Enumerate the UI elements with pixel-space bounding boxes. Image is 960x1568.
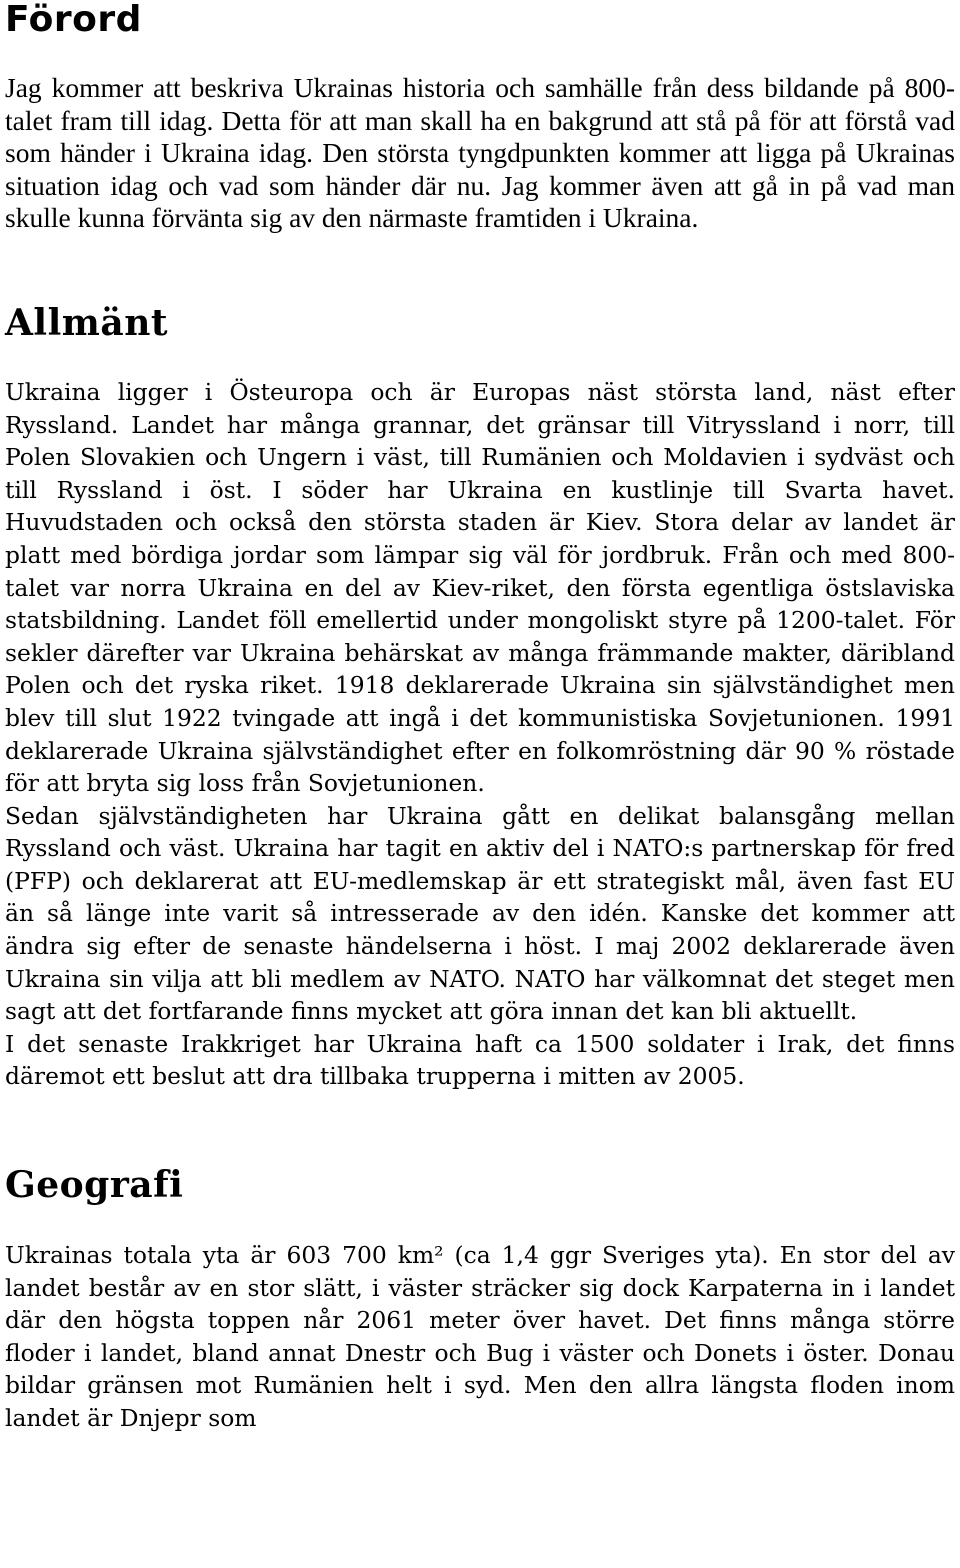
paragraph-allmant-iraq: I det senaste Irakkriget har Ukraina haft ca 1500 soldater i Irak, det finns däremot ett beslut att dra tillbaka trupperna i mitten av 2005.: [5, 1029, 955, 1091]
paragraph-allmant-history: Ukraina ligger i Östeuropa och är Europas näst största land, näst efter Ryssland. Landet har många grannar, det gränsar till Vitryssland i norr, till Polen Slovakien och Ungern i väst, till Rumänien och Moldavien i sydväst och till Ryssland i öst. I söder har Ukraina en kustlinje till Svarta havet. Huvudstaden och också den största staden är Kiev. Stora delar av landet är platt med bördiga jordar som lämpar sig väl för jordbruk. Från och med 800-talet var norra Ukraina en del av Kiev-riket, den första egentliga östslaviska statsbildning. Landet föll emellertid under mongoliskt styre på 1200-talet. För sekler därefter var Ukraina behärskat av många främmande makter, däribland Polen och det ryska riket. 1918 deklarerade Ukraina sin självständighet men blev till slut 1922 tvingade att ingå i det kommunistiska Sovjetunionen. 1991 deklarerade Ukraina självständighet efter en folkomröstning där 90 % röstade för att bryta sig loss från Sovjetunionen.: [5, 377, 955, 798]
paragraph-allmant-politics: Sedan självständigheten har Ukraina gått en delikat balansgång mellan Ryssland och väst. Ukraina har tagit en aktiv del i NATO:s partnerskap för fred (PFP) och deklarerat att EU-medlemskap är ett strategiskt mål, även fast EU än så länge inte varit så intresserade av den idén. Kanske det kommer att ändra sig efter de senaste händelserna i höst. I maj 2002 deklarerade även Ukraina sin vilja att bli medlem av NATO. NATO har välkomnat det steget men sagt att det fortfarande finns mycket att göra innan det kan bli aktuellt.: [5, 801, 955, 1026]
paragraph-geografi: Ukrainas totala yta är 603 700 km² (ca 1,4 ggr Sveriges yta). En stor del av landet består av en stor slätt, i väster sträcker sig dock Karpaterna in i landet där den högsta toppen når 2061 meter över havet. Det finns många större floder i landet, bland annat Dnestr och Bug i väster och Donets i öster. Donau bildar gränsen mot Rumänien helt i syd. Men den allra längsta floden inom landet är Dnjepr som: [5, 1241, 955, 1432]
document-page: [5, 0, 955, 1435]
paragraph-forord: Jag kommer att beskriva Ukrainas historia och samhälle från dess bildande på 800-talet fram till idag. Detta för att man skall ha en bakgrund att stå på för att förstå vad som händer i Ukraina idag. Den största tyngdpunkten kommer att ligga på Ukrainas situation idag och vad som händer där nu. Jag kommer även att gå in på vad man skulle kunna förvänta sig av den närmaste framtiden i Ukraina.: [5, 72, 955, 234]
heading-geografi: Geografi: [5, 1164, 184, 1207]
heading-allmant: Allmänt: [5, 301, 169, 344]
heading-forord: Förord: [5, 0, 142, 40]
